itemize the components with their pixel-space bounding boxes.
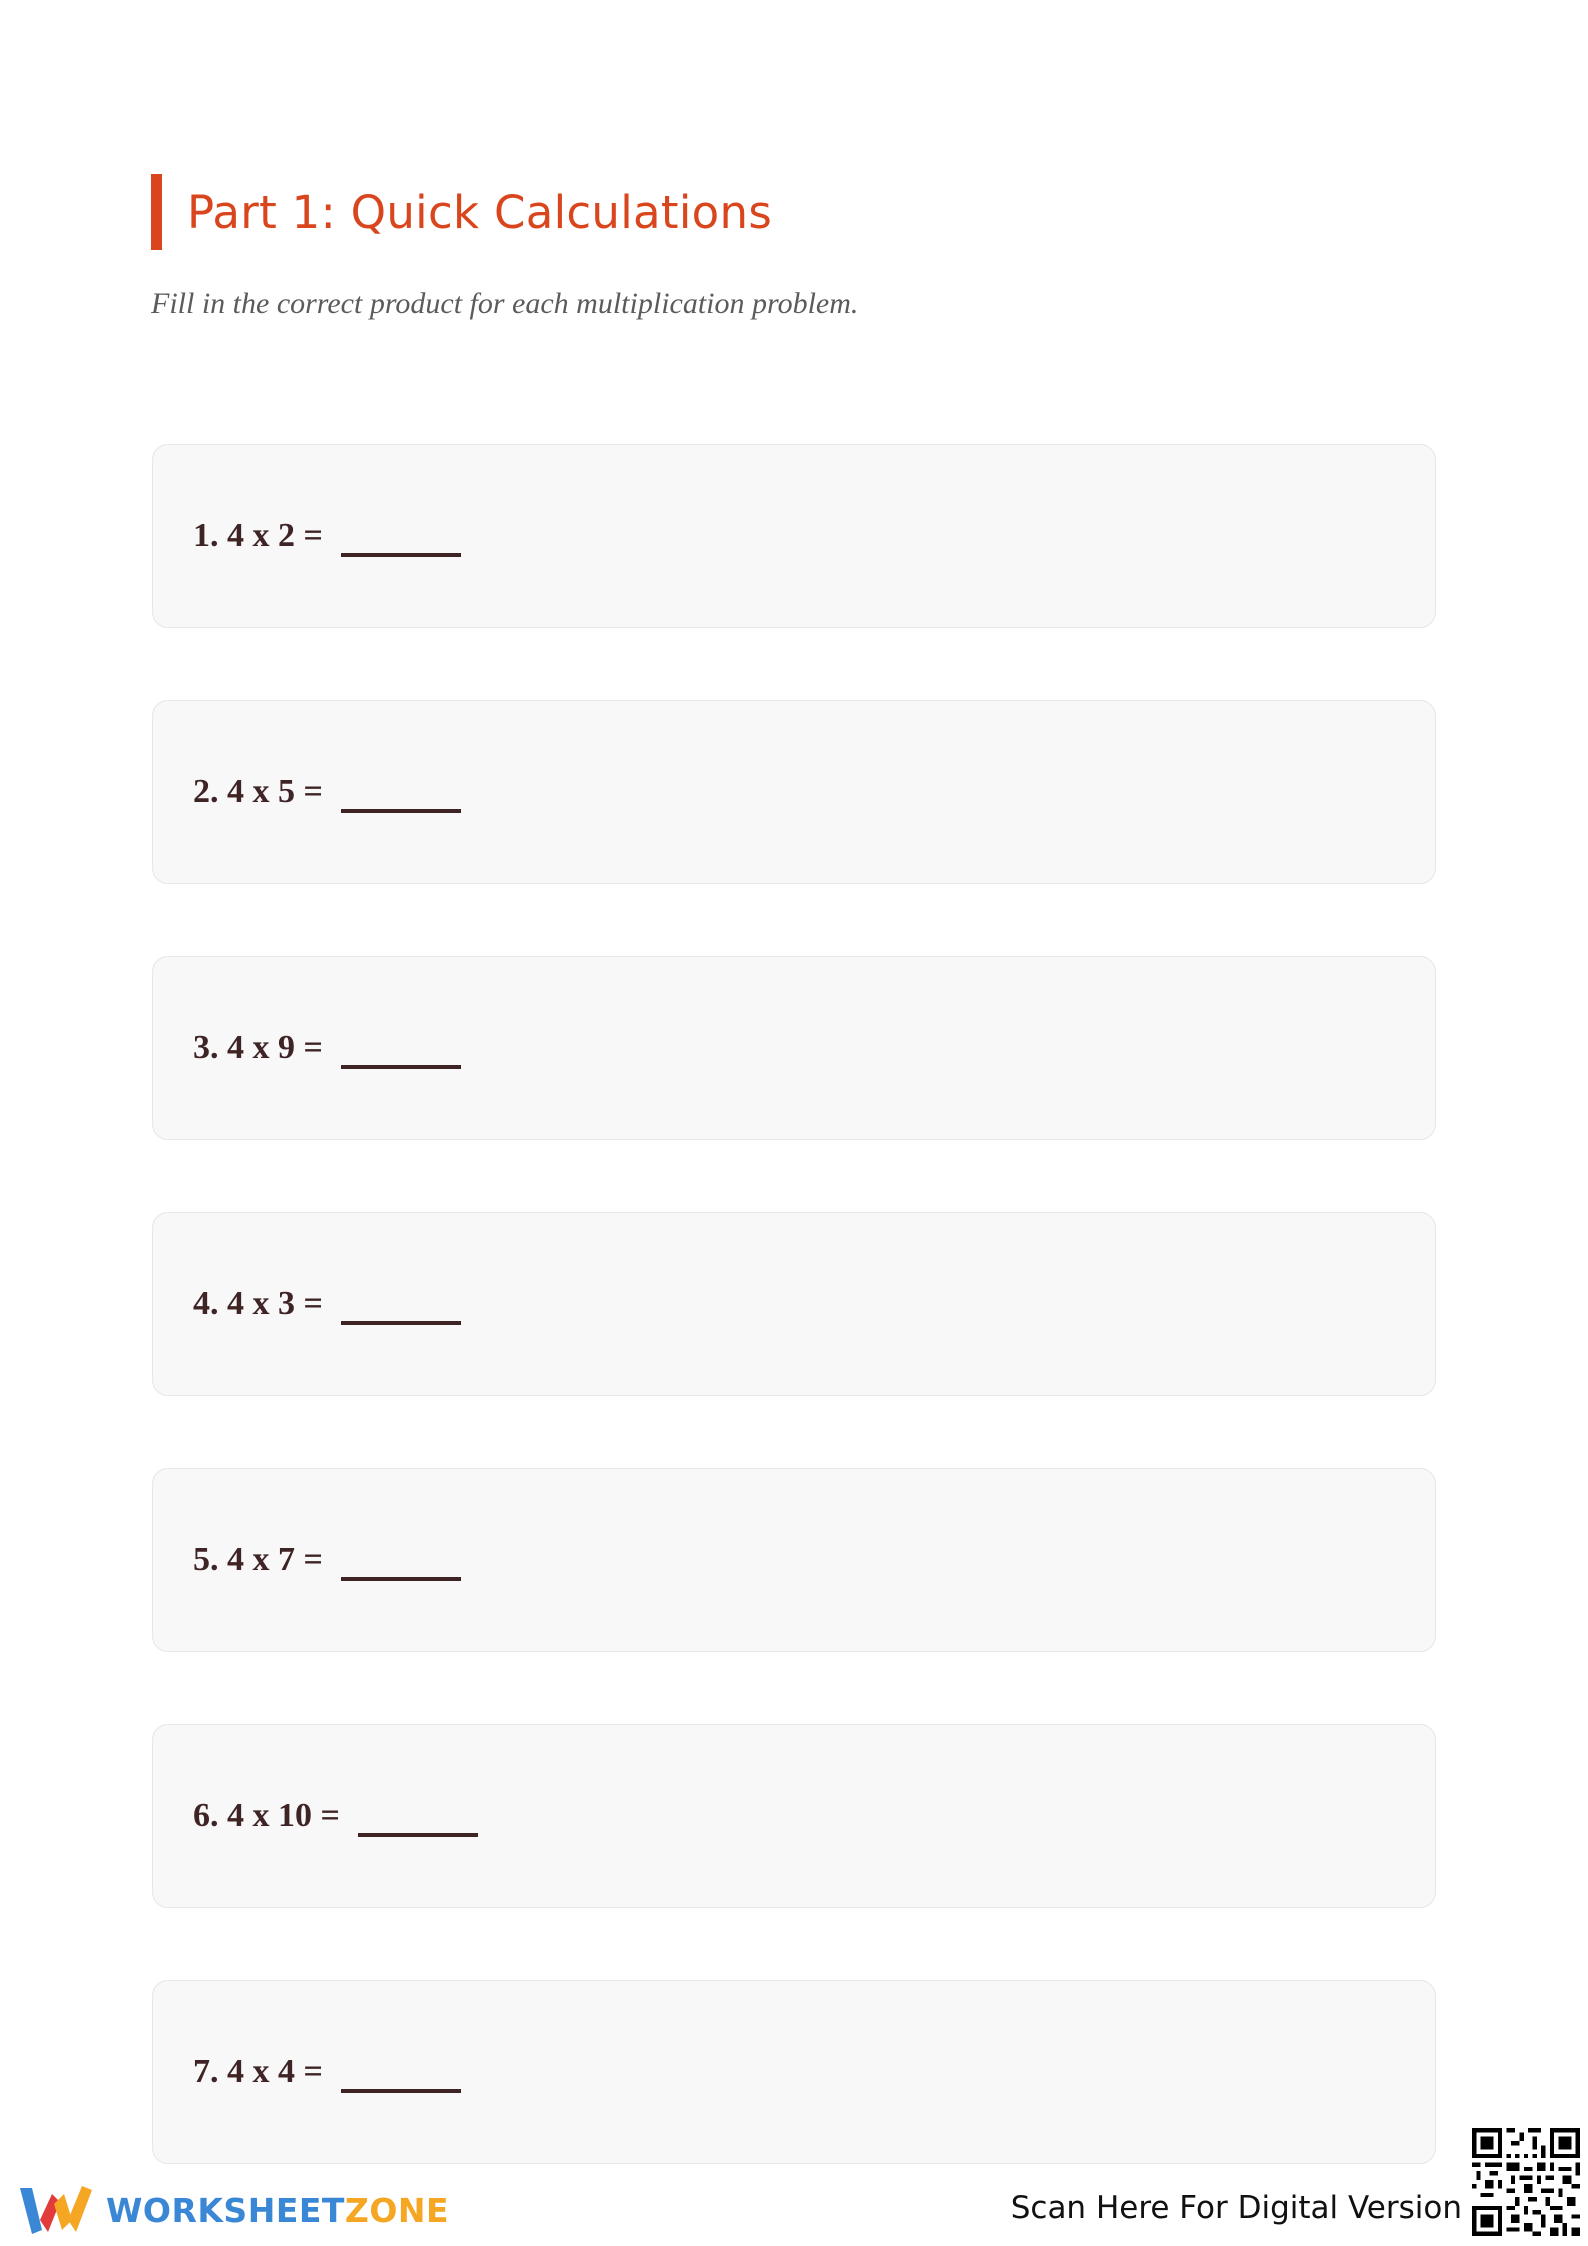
problem-text: 6. 4 x 10 = bbox=[193, 1797, 340, 1834]
problem-text: 4. 4 x 3 = bbox=[193, 1285, 323, 1322]
instructions: Fill in the correct product for each multiplication problem. bbox=[151, 287, 859, 320]
answer-blank[interactable] bbox=[341, 1065, 461, 1069]
qr-code-icon[interactable] bbox=[1472, 2128, 1580, 2236]
answer-blank[interactable] bbox=[341, 2089, 461, 2093]
problem-text: 5. 4 x 7 = bbox=[193, 1541, 323, 1578]
problem-text: 7. 4 x 4 = bbox=[193, 2053, 323, 2090]
problem-card bbox=[152, 1468, 1436, 1652]
problem-card bbox=[152, 700, 1436, 884]
problem-card bbox=[152, 444, 1436, 628]
problem-text: 1. 4 x 2 = bbox=[193, 517, 323, 554]
problem-card bbox=[152, 1980, 1436, 2164]
problem-card bbox=[152, 956, 1436, 1140]
worksheetzone-logo-icon bbox=[18, 2180, 94, 2240]
scan-caption: Scan Here For Digital Version bbox=[1010, 2190, 1462, 2226]
answer-blank[interactable] bbox=[341, 1577, 461, 1581]
answer-blank[interactable] bbox=[341, 809, 461, 813]
answer-blank[interactable] bbox=[341, 1321, 461, 1325]
problem-card bbox=[152, 1212, 1436, 1396]
header-accent-bar bbox=[151, 174, 162, 250]
brand-logo[interactable] bbox=[18, 2180, 449, 2240]
problem-text: 2. 4 x 5 = bbox=[193, 773, 323, 810]
answer-blank[interactable] bbox=[358, 1833, 478, 1837]
brand-name-part1: WORKSHEET bbox=[106, 2190, 345, 2230]
answer-blank[interactable] bbox=[341, 553, 461, 557]
section-title: Part 1: Quick Calculations bbox=[187, 185, 773, 239]
problem-list bbox=[152, 444, 1436, 2164]
brand-name bbox=[106, 2191, 449, 2230]
problem-text: 3. 4 x 9 = bbox=[193, 1029, 323, 1066]
problem-card bbox=[152, 1724, 1436, 1908]
brand-name-part2: ZONE bbox=[344, 2190, 450, 2230]
section-header bbox=[151, 173, 772, 251]
